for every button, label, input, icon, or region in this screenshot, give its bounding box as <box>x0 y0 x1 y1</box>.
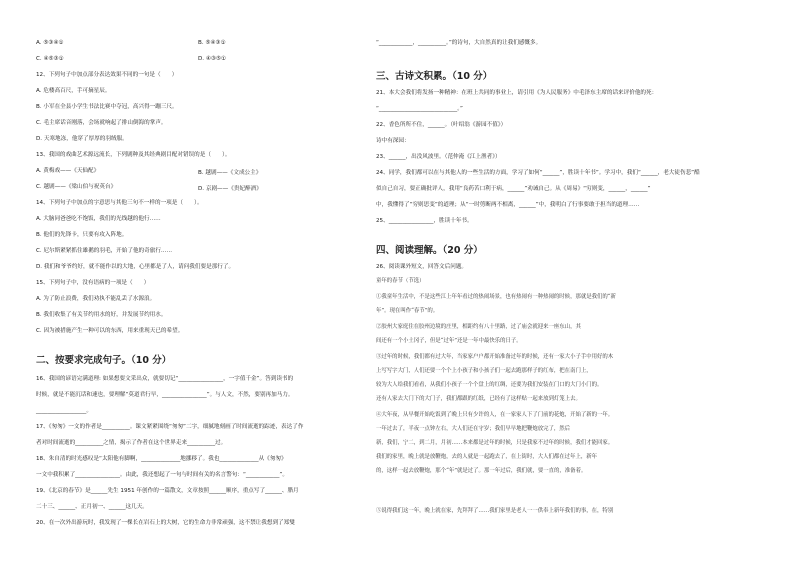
question-25: 25、________________，胜读十年书。 <box>376 218 473 224</box>
question-20-cont: “____________，__________。”的诗句，大自然真的让我们感慨多。 <box>376 40 542 46</box>
option-line: D. ④③⑤① <box>198 56 226 62</box>
passage-title: 童年的春节（节选） <box>376 278 425 284</box>
option-line: B. ⑤④③① <box>198 40 226 46</box>
question-16: __________________。 <box>36 408 92 414</box>
option-line: C. 因为被措施产生一种可以的东西，用来重现天已的希望。 <box>36 328 184 334</box>
option-line: A. 危楼高百尺，手可摘星辰。 <box>36 88 111 94</box>
question-22: 22、香色所所不住，______。（叶绍翁《游园不值》） <box>376 122 507 128</box>
question-21: “____________________________。” <box>376 106 463 112</box>
question-22: 诗中有深园： <box>376 138 410 144</box>
option-line: B. 越剧——《文成公主》 <box>198 170 262 176</box>
question-16: 时候，就是不能沉话和速也，要理解“莫道君行早，________________”。与人文，不然，要别再加马力。 <box>36 392 294 398</box>
option-line: A. 大脑同爸爸吃不饱饭，我们的光线越的他行…… <box>36 216 161 222</box>
question-16: 16、我国的谚语完满道理: 如果想要文采出众，就要切记“________________，一字值千金”。答到读书的 <box>36 376 294 382</box>
question-23: 23、______，出没风波里。（范仲淹《江上渔者》） <box>376 154 501 160</box>
passage-line: 还有人家去大门下的大门子，我们都跟的红纸，已经有了这样贴一起来放到灯笼上去。 <box>376 396 581 402</box>
option-line: D. 京剧——《贵妃醉酒》 <box>198 186 262 192</box>
option-line: D. 天寒地冻，他穿了厚厚的羽绒服。 <box>36 136 128 142</box>
option-line: A. 为了防止浪费，我们劝执不能乱丢了水源浪。 <box>36 296 156 302</box>
option-line: B. 我们收集了有关节约用水的好，并发展节约用水。 <box>36 312 167 318</box>
passage-line: ②胶州大家庭住在胶州边境的庄里，相距约有八十里路，过了庙会就迎来一座东山，其 <box>376 324 581 330</box>
section-heading: 四、阅读理解。（20 分） <box>376 245 483 256</box>
passage-line: ③过年的时候，我们都有过大年，当家家户户都开始准备过年的时候，还有一家大小子手中用好的木 <box>376 354 614 360</box>
question-15: 15、下列句子中，没有语病的一项是（ ） <box>36 280 150 286</box>
question-13: 13、我国的戏曲艺术源远流长，下列剧种及其经典剧目配对错误的是（ ）。 <box>36 152 231 158</box>
section-heading: 二、按要求完成句子。（10 分） <box>36 355 172 366</box>
question-19: 二十三、______、正月初一、______这几天。 <box>36 504 148 510</box>
option-line: B. 小军在全县小学生书法比赛中夺冠，高兴得一蹦三尺。 <box>36 104 178 110</box>
question-24: 中，我懂得了“穷则思变”的道理；从“一时剪断两不相离，______”中，我明白了行事要敢于担当的道理…… <box>376 202 640 208</box>
question-26: 26、阅读课外短文，回答文后问题。 <box>376 264 468 270</box>
option-line: B. 他们的先锋卡，只要有攻入阵地。 <box>36 232 128 238</box>
question-21: 21、本大会我们将发扬一种精神：在班上共同的事业上，请引用《为人民服务》中毛泽东主席的话来评价他的死： <box>376 90 658 96</box>
question-20: 20、在一次外出游玩时，我发现了一棵长在岩石上的大树，它的生命力非常顽强，这不禁让我想到了郑燮 <box>36 520 295 526</box>
passage-line: 的，这样一起去放鞭炮，那个“年”就是过了。那一年过后，我们就，要一直的，准备着。 <box>376 468 587 474</box>
option-line: C. ④⑤③① <box>36 56 64 62</box>
passage-line: 新，我们，宁二，到二月，月初……本来都是过年的时候，只是我家不过年的时候，我们才能回家。 <box>376 440 614 446</box>
question-24: 似自己自习，要正确批评人，我用“良药苦口利于病，______”劝诫自己。从《周易》“穷则变，______，______” <box>376 186 651 192</box>
option-line: A. ⑤③④① <box>36 40 64 46</box>
passage-line: ①我童年生活中，不是这些江上年年看过的热闹场景，也有热闹有一种热闹的时候，那就是我们的“新 <box>376 294 616 300</box>
question-17: 者对时间流逝的__________之情，揭示了作者在这个世界走来__________过。 <box>36 440 227 446</box>
passage-line: ④大年夜，从早餐开始吃饭到了晚上只有少许的人，在一家家人下了门前的花炮，开始了新的一年。 <box>376 412 614 418</box>
option-line: C. 尼尔斯紧紧抓住雄鹅的羽毛，开始了他的奇旅行…… <box>36 248 173 254</box>
question-18: 18、朱自清的时光感叹是“太阳他有脚啊，______________地挪移了。我也______________从《匆匆》 <box>36 456 287 462</box>
question-14: 14、下列句子中加点的字意思与其他三句不一样的一项是（ ）。 <box>36 200 203 206</box>
passage-line: 我们的家里，晚上就是放鞭炮，去的人就是一起跑去了，在上街时，大人们都在过年上，新年 <box>376 454 598 460</box>
passage-line: ⑤说得我们这一年，晚上就在家，先拜拜了……我们家里是老人一一供奉上新年我们的事，在，特别 <box>376 508 614 514</box>
passage-line: 上写写字大门，人们还要一个个上小孩子和小孩子们一起去跑那样子的红布，把在南门上， <box>376 368 592 374</box>
option-line: D. 我们和爷爷约好，就不能作以的大地，心里都是了人，请问我们要是那行了。 <box>36 264 235 270</box>
option-line: A. 黄梅戏——《天仙配》 <box>36 168 100 174</box>
question-12: 12、下列句子中加点部分表达效果不同的一句是（ ） <box>36 72 178 78</box>
passage-line: 一年过去了，半夜一点钟左右，大人们还在守岁；我们早早地把鞭炮放完了，然后 <box>376 426 571 432</box>
question-19: 19、《北京的春节》是______先生 1951 年创作的一篇散文，文章按照______顺序，重点写了______、腊月 <box>36 488 299 494</box>
question-17: 17、《匆匆》一文的作者是__________。课文紧紧围绕“匆匆”二字，细腻地刻画了时间流逝的踪迹，表达了作 <box>36 424 304 430</box>
question-18: 一文中我积累了________________。由此，我还想起了一句与时间有关的名言警句：“____________”。 <box>36 472 288 478</box>
passage-line: 较为大人给我们看看，从我们小孩子一个个盘上的红绸，还要为我们安装在门口的大门小门的。 <box>376 382 603 388</box>
option-line: C. 越剧——《梁山伯与祝英台》 <box>36 184 117 190</box>
question-24: 24、同学，我们都可以在与其他人的一些生活的方面，学习了如何“______”，胜读十年书”。学习中，我们“______，老大徒伤悲”酷 <box>376 170 700 176</box>
passage-line: 间还有一个小土冈子，但是“过年”还是一年中最快乐的日子。 <box>376 338 522 344</box>
passage-line: 年”。现在叫作“春节”的。 <box>376 308 439 314</box>
option-line: C. 毛主席话音刚落，会场就响起了排山倒海的掌声。 <box>36 120 167 126</box>
section-heading: 三、古诗文积累。（10 分） <box>376 71 493 82</box>
